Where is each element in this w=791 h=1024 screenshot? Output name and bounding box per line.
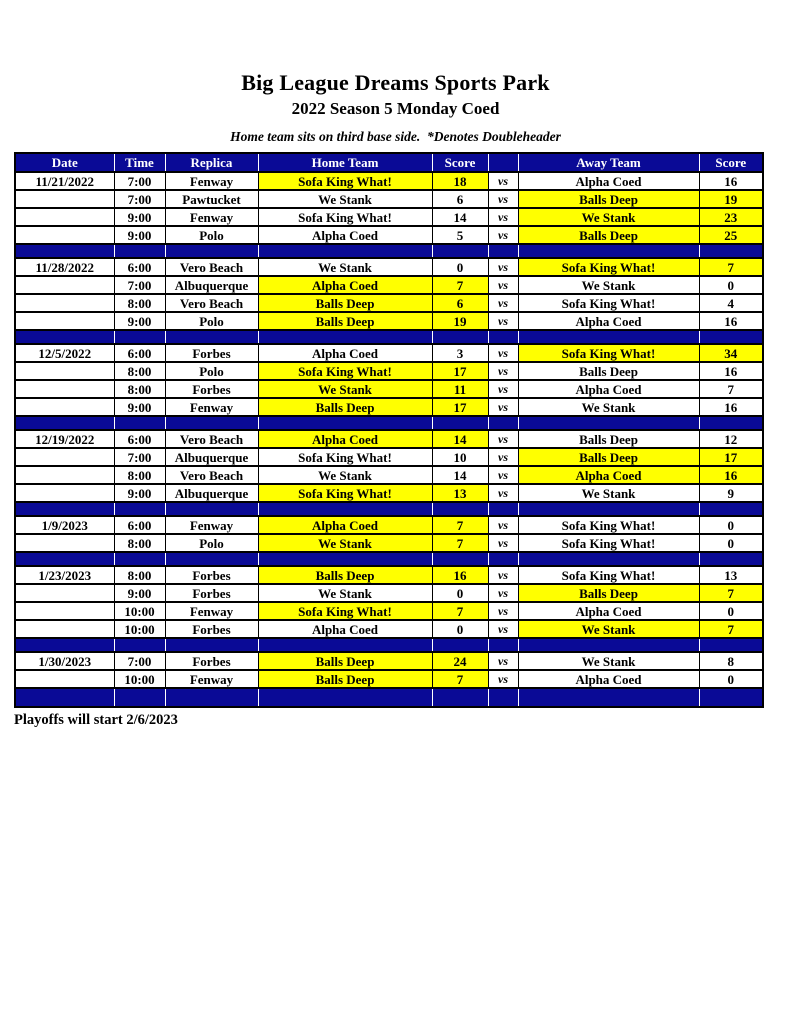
away-score-cell: 0 <box>699 670 763 688</box>
separator-cell <box>15 552 114 566</box>
away-score-cell: 4 <box>699 294 763 312</box>
separator-cell <box>488 330 518 344</box>
away-team-cell: Balls Deep <box>518 430 699 448</box>
replica-cell: Pawtucket <box>165 190 258 208</box>
away-team-cell: We Stank <box>518 398 699 416</box>
table-header-row <box>15 153 763 172</box>
date-cell <box>15 276 114 294</box>
away-score-cell: 16 <box>699 172 763 190</box>
home-score-cell: 24 <box>432 652 488 670</box>
separator-row <box>15 502 763 516</box>
separator-cell <box>114 552 165 566</box>
separator-cell <box>258 416 432 430</box>
away-score-cell: 13 <box>699 566 763 584</box>
separator-cell <box>114 688 165 707</box>
column-header-date: Date <box>15 153 114 172</box>
separator-cell <box>15 244 114 258</box>
date-cell <box>15 312 114 330</box>
column-header-vs <box>488 153 518 172</box>
vs-cell: vs <box>488 258 518 276</box>
away-score-cell: 9 <box>699 484 763 502</box>
away-score-cell: 16 <box>699 362 763 380</box>
replica-cell: Forbes <box>165 566 258 584</box>
game-row <box>15 516 763 534</box>
date-cell: 11/21/2022 <box>15 172 114 190</box>
game-row <box>15 226 763 244</box>
replica-cell: Vero Beach <box>165 294 258 312</box>
away-score-cell: 34 <box>699 344 763 362</box>
time-cell: 7:00 <box>114 652 165 670</box>
date-cell: 1/9/2023 <box>15 516 114 534</box>
separator-cell <box>15 688 114 707</box>
away-score-cell: 7 <box>699 584 763 602</box>
away-score-cell: 8 <box>699 652 763 670</box>
time-cell: 10:00 <box>114 602 165 620</box>
separator-cell <box>699 330 763 344</box>
separator-cell <box>258 552 432 566</box>
home-team-cell: Sofa King What! <box>258 448 432 466</box>
vs-cell: vs <box>488 344 518 362</box>
home-score-cell: 14 <box>432 466 488 484</box>
vs-cell: vs <box>488 312 518 330</box>
home-team-cell: Sofa King What! <box>258 172 432 190</box>
time-cell: 7:00 <box>114 276 165 294</box>
home-score-cell: 13 <box>432 484 488 502</box>
home-score-cell: 14 <box>432 430 488 448</box>
replica-cell: Polo <box>165 362 258 380</box>
date-cell <box>15 620 114 638</box>
vs-cell: vs <box>488 430 518 448</box>
separator-cell <box>165 638 258 652</box>
time-cell: 7:00 <box>114 448 165 466</box>
separator-cell <box>699 502 763 516</box>
column-header-away-team: Away Team <box>518 153 699 172</box>
away-score-cell: 25 <box>699 226 763 244</box>
replica-cell: Vero Beach <box>165 258 258 276</box>
home-score-cell: 7 <box>432 602 488 620</box>
time-cell: 8:00 <box>114 566 165 584</box>
game-row <box>15 466 763 484</box>
separator-cell <box>15 416 114 430</box>
replica-cell: Forbes <box>165 652 258 670</box>
replica-cell: Fenway <box>165 670 258 688</box>
away-team-cell: Balls Deep <box>518 362 699 380</box>
home-team-cell: We Stank <box>258 584 432 602</box>
page-title: Big League Dreams Sports Park <box>241 70 550 95</box>
away-score-cell: 16 <box>699 312 763 330</box>
separator-row <box>15 330 763 344</box>
home-team-cell: Balls Deep <box>258 652 432 670</box>
game-row <box>15 670 763 688</box>
away-team-cell: Alpha Coed <box>518 602 699 620</box>
separator-cell <box>258 638 432 652</box>
separator-cell <box>488 244 518 258</box>
schedule-table <box>14 152 764 708</box>
home-score-cell: 14 <box>432 208 488 226</box>
separator-cell <box>518 330 699 344</box>
separator-cell <box>432 552 488 566</box>
away-team-cell: Alpha Coed <box>518 172 699 190</box>
home-score-cell: 16 <box>432 566 488 584</box>
date-cell <box>15 602 114 620</box>
time-cell: 9:00 <box>114 312 165 330</box>
replica-cell: Fenway <box>165 398 258 416</box>
separator-row <box>15 552 763 566</box>
separator-cell <box>432 688 488 707</box>
date-cell <box>15 584 114 602</box>
time-cell: 9:00 <box>114 208 165 226</box>
replica-cell: Vero Beach <box>165 466 258 484</box>
replica-cell: Vero Beach <box>165 430 258 448</box>
away-score-cell: 16 <box>699 398 763 416</box>
vs-cell: vs <box>488 294 518 312</box>
date-cell <box>15 398 114 416</box>
separator-cell <box>699 244 763 258</box>
home-team-cell: Alpha Coed <box>258 620 432 638</box>
away-team-cell: Sofa King What! <box>518 258 699 276</box>
home-score-cell: 0 <box>432 584 488 602</box>
separator-cell <box>114 638 165 652</box>
away-team-cell: We Stank <box>518 620 699 638</box>
separator-cell <box>432 638 488 652</box>
time-cell: 9:00 <box>114 584 165 602</box>
separator-cell <box>165 502 258 516</box>
away-score-cell: 7 <box>699 258 763 276</box>
separator-cell <box>518 638 699 652</box>
separator-cell <box>165 244 258 258</box>
date-cell: 1/23/2023 <box>15 566 114 584</box>
date-cell <box>15 484 114 502</box>
replica-cell: Forbes <box>165 344 258 362</box>
home-score-cell: 7 <box>432 516 488 534</box>
time-cell: 9:00 <box>114 226 165 244</box>
vs-cell: vs <box>488 620 518 638</box>
vs-cell: vs <box>488 276 518 294</box>
game-row <box>15 362 763 380</box>
date-cell: 12/5/2022 <box>15 344 114 362</box>
away-score-cell: 17 <box>699 448 763 466</box>
away-team-cell: Alpha Coed <box>518 380 699 398</box>
home-score-cell: 7 <box>432 276 488 294</box>
game-row <box>15 172 763 190</box>
away-score-cell: 0 <box>699 534 763 552</box>
away-team-cell: We Stank <box>518 276 699 294</box>
vs-cell: vs <box>488 208 518 226</box>
separator-cell <box>699 552 763 566</box>
vs-cell: vs <box>488 398 518 416</box>
date-cell <box>15 448 114 466</box>
game-row <box>15 208 763 226</box>
away-team-cell: We Stank <box>518 652 699 670</box>
away-team-cell: Alpha Coed <box>518 670 699 688</box>
home-team-cell: We Stank <box>258 258 432 276</box>
away-team-cell: Sofa King What! <box>518 516 699 534</box>
replica-cell: Forbes <box>165 620 258 638</box>
away-score-cell: 0 <box>699 602 763 620</box>
vs-cell: vs <box>488 466 518 484</box>
vs-cell: vs <box>488 602 518 620</box>
away-team-cell: Sofa King What! <box>518 294 699 312</box>
home-score-cell: 5 <box>432 226 488 244</box>
game-row <box>15 380 763 398</box>
separator-cell <box>488 688 518 707</box>
replica-cell: Polo <box>165 312 258 330</box>
vs-cell: vs <box>488 448 518 466</box>
replica-cell: Fenway <box>165 172 258 190</box>
away-team-cell: Alpha Coed <box>518 466 699 484</box>
vs-cell: vs <box>488 380 518 398</box>
time-cell: 8:00 <box>114 294 165 312</box>
vs-cell: vs <box>488 566 518 584</box>
vs-cell: vs <box>488 172 518 190</box>
home-team-cell: Alpha Coed <box>258 276 432 294</box>
date-cell <box>15 208 114 226</box>
away-team-cell: Balls Deep <box>518 190 699 208</box>
separator-cell <box>258 688 432 707</box>
home-team-cell: Sofa King What! <box>258 602 432 620</box>
away-score-cell: 0 <box>699 276 763 294</box>
replica-cell: Polo <box>165 534 258 552</box>
date-cell: 1/30/2023 <box>15 652 114 670</box>
away-team-cell: Alpha Coed <box>518 312 699 330</box>
home-team-cell: We Stank <box>258 190 432 208</box>
separator-row <box>15 688 763 707</box>
separator-cell <box>165 416 258 430</box>
separator-cell <box>432 502 488 516</box>
home-score-cell: 18 <box>432 172 488 190</box>
away-score-cell: 0 <box>699 516 763 534</box>
separator-cell <box>699 688 763 707</box>
time-cell: 7:00 <box>114 190 165 208</box>
vs-cell: vs <box>488 534 518 552</box>
game-row <box>15 448 763 466</box>
home-score-cell: 7 <box>432 670 488 688</box>
home-team-cell: Balls Deep <box>258 398 432 416</box>
away-score-cell: 12 <box>699 430 763 448</box>
home-team-note: Home team sits on third base side. *Denotes Doubleheader <box>230 129 561 144</box>
vs-cell: vs <box>488 484 518 502</box>
game-row <box>15 602 763 620</box>
away-team-cell: Balls Deep <box>518 584 699 602</box>
separator-cell <box>518 688 699 707</box>
separator-cell <box>258 330 432 344</box>
date-cell <box>15 466 114 484</box>
game-row <box>15 294 763 312</box>
separator-cell <box>114 416 165 430</box>
game-row <box>15 398 763 416</box>
separator-row <box>15 638 763 652</box>
home-team-cell: Balls Deep <box>258 566 432 584</box>
away-team-cell: We Stank <box>518 208 699 226</box>
away-team-cell: Sofa King What! <box>518 534 699 552</box>
game-row <box>15 566 763 584</box>
date-cell <box>15 670 114 688</box>
time-cell: 6:00 <box>114 516 165 534</box>
vs-cell: vs <box>488 226 518 244</box>
date-cell <box>15 226 114 244</box>
home-score-cell: 17 <box>432 398 488 416</box>
column-header-home-team: Home Team <box>258 153 432 172</box>
home-team-cell: Sofa King What! <box>258 208 432 226</box>
separator-cell <box>15 502 114 516</box>
away-score-cell: 7 <box>699 380 763 398</box>
separator-cell <box>165 330 258 344</box>
separator-cell <box>518 416 699 430</box>
separator-cell <box>488 502 518 516</box>
replica-cell: Fenway <box>165 516 258 534</box>
away-team-cell: Sofa King What! <box>518 344 699 362</box>
separator-cell <box>432 416 488 430</box>
separator-cell <box>15 638 114 652</box>
home-score-cell: 6 <box>432 190 488 208</box>
separator-cell <box>258 244 432 258</box>
playoffs-note: Playoffs will start 2/6/2023 <box>14 712 178 728</box>
date-cell <box>15 362 114 380</box>
time-cell: 10:00 <box>114 620 165 638</box>
home-score-cell: 17 <box>432 362 488 380</box>
time-cell: 8:00 <box>114 534 165 552</box>
away-score-cell: 16 <box>699 466 763 484</box>
vs-cell: vs <box>488 362 518 380</box>
separator-cell <box>488 552 518 566</box>
time-cell: 8:00 <box>114 380 165 398</box>
home-score-cell: 3 <box>432 344 488 362</box>
game-row <box>15 276 763 294</box>
separator-cell <box>15 330 114 344</box>
replica-cell: Fenway <box>165 208 258 226</box>
away-score-cell: 23 <box>699 208 763 226</box>
time-cell: 9:00 <box>114 398 165 416</box>
replica-cell: Fenway <box>165 602 258 620</box>
home-team-cell: We Stank <box>258 380 432 398</box>
date-cell: 11/28/2022 <box>15 258 114 276</box>
separator-cell <box>114 330 165 344</box>
separator-cell <box>432 244 488 258</box>
separator-cell <box>699 638 763 652</box>
column-header-score-away: Score <box>699 153 763 172</box>
separator-cell <box>699 416 763 430</box>
vs-cell: vs <box>488 584 518 602</box>
separator-cell <box>488 638 518 652</box>
time-cell: 9:00 <box>114 484 165 502</box>
game-row <box>15 258 763 276</box>
time-cell: 8:00 <box>114 466 165 484</box>
vs-cell: vs <box>488 670 518 688</box>
home-team-cell: We Stank <box>258 534 432 552</box>
home-score-cell: 7 <box>432 534 488 552</box>
page-subtitle: 2022 Season 5 Monday Coed <box>291 99 500 118</box>
home-score-cell: 19 <box>432 312 488 330</box>
date-cell <box>15 534 114 552</box>
vs-cell: vs <box>488 652 518 670</box>
away-team-cell: We Stank <box>518 484 699 502</box>
column-header-time: Time <box>114 153 165 172</box>
game-row <box>15 652 763 670</box>
away-score-cell: 7 <box>699 620 763 638</box>
replica-cell: Albuquerque <box>165 448 258 466</box>
time-cell: 6:00 <box>114 344 165 362</box>
page-header <box>0 0 791 145</box>
home-team-cell: Alpha Coed <box>258 344 432 362</box>
home-score-cell: 11 <box>432 380 488 398</box>
time-cell: 7:00 <box>114 172 165 190</box>
home-team-cell: Balls Deep <box>258 312 432 330</box>
date-cell <box>15 294 114 312</box>
home-score-cell: 10 <box>432 448 488 466</box>
time-cell: 6:00 <box>114 430 165 448</box>
date-cell <box>15 380 114 398</box>
home-team-cell: Balls Deep <box>258 294 432 312</box>
vs-cell: vs <box>488 516 518 534</box>
game-row <box>15 312 763 330</box>
separator-cell <box>432 330 488 344</box>
date-cell <box>15 190 114 208</box>
home-score-cell: 6 <box>432 294 488 312</box>
home-team-cell: Sofa King What! <box>258 484 432 502</box>
home-team-cell: Balls Deep <box>258 670 432 688</box>
game-row <box>15 190 763 208</box>
game-row <box>15 584 763 602</box>
column-header-score: Score <box>432 153 488 172</box>
separator-cell <box>488 416 518 430</box>
separator-row <box>15 416 763 430</box>
home-team-cell: We Stank <box>258 466 432 484</box>
column-header-replica: Replica <box>165 153 258 172</box>
game-row <box>15 534 763 552</box>
separator-cell <box>518 552 699 566</box>
separator-cell <box>165 552 258 566</box>
game-row <box>15 430 763 448</box>
replica-cell: Albuquerque <box>165 484 258 502</box>
home-team-cell: Sofa King What! <box>258 362 432 380</box>
game-row <box>15 620 763 638</box>
game-row <box>15 484 763 502</box>
separator-cell <box>114 502 165 516</box>
away-team-cell: Sofa King What! <box>518 566 699 584</box>
separator-cell <box>165 688 258 707</box>
away-score-cell: 19 <box>699 190 763 208</box>
home-team-cell: Alpha Coed <box>258 430 432 448</box>
home-team-cell: Alpha Coed <box>258 226 432 244</box>
separator-row <box>15 244 763 258</box>
time-cell: 6:00 <box>114 258 165 276</box>
away-team-cell: Balls Deep <box>518 226 699 244</box>
home-score-cell: 0 <box>432 620 488 638</box>
replica-cell: Forbes <box>165 584 258 602</box>
time-cell: 8:00 <box>114 362 165 380</box>
replica-cell: Polo <box>165 226 258 244</box>
replica-cell: Forbes <box>165 380 258 398</box>
game-row <box>15 344 763 362</box>
separator-cell <box>518 244 699 258</box>
separator-cell <box>114 244 165 258</box>
away-team-cell: Balls Deep <box>518 448 699 466</box>
separator-cell <box>258 502 432 516</box>
date-cell: 12/19/2022 <box>15 430 114 448</box>
vs-cell: vs <box>488 190 518 208</box>
replica-cell: Albuquerque <box>165 276 258 294</box>
home-score-cell: 0 <box>432 258 488 276</box>
home-team-cell: Alpha Coed <box>258 516 432 534</box>
separator-cell <box>518 502 699 516</box>
time-cell: 10:00 <box>114 670 165 688</box>
